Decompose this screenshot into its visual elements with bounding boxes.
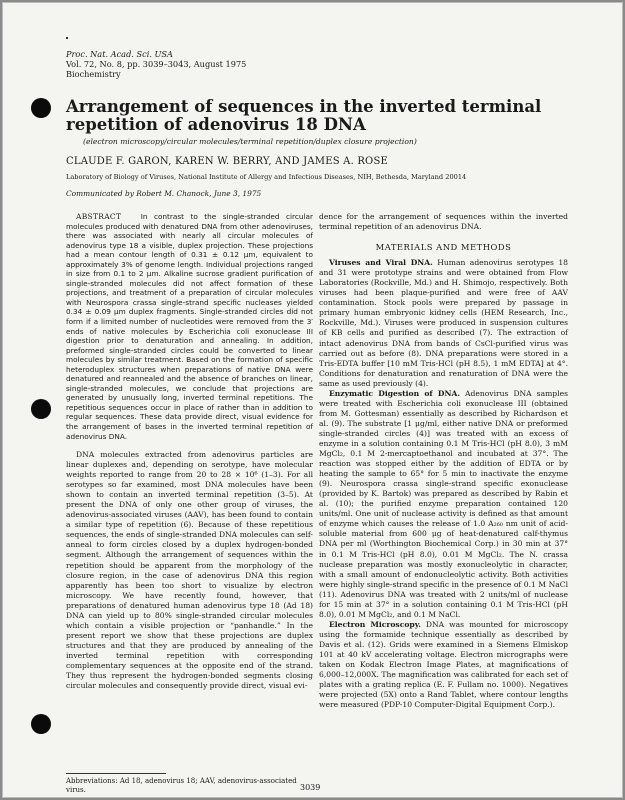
- paragraph-heading: Electron Microscopy.: [329, 619, 421, 629]
- keywords: (electron microscopy/circular molecules/terminal repetition/duplex closure projection): [83, 137, 417, 146]
- paragraph-text: DNA was mounted for microscopy using the formamide technique essentially as described by Davis et al. (12). Grids were examined in a Siemens Elmiskop 101 at 40 kV accelerating voltage. Electron micrographs were taken on Kodak Electron Image Plates, at magnifications of 6,000–12,000X. The magnification was calibrated for each set of plates with a grating replica (E. F. Fullam no. 1000). Negatives were projected (5X) onto a Rand Tablet, where contour lengths were measured (PDP-10 Computer-Digital Equipment Corp.).: [319, 619, 569, 710]
- paragraph-text: Adenovirus DNA samples were treated with Escherichia coli exonuclease III (obtained from M. Gottesman) essentially as described by Richardson et al. (9). The substrate [1 μg/ml, either native DNA or preformed single-stranded circles (4)] was treated with an excess of enzyme in a solution containing 0.1 M Tris-HCl (pH 8.0), 3 mM MgCl₂, 0.1 M 2-mercaptoethanol and incubated at 37°. The reaction was stopped either by the addition of EDTA or by heating the sample to 65° for 5 min to inactivate the enzyme (9). Neurospora crassa single-strand specific exonuclease (provided by K. Bartok) was prepared as described by Rabin et al. (10); the purified enzyme preparation contained 120 units/ml. One unit of nuclease activity is defined as that amount of enzyme which causes the release of 1.0 A₂₆₀ nm unit of acid-soluble material from 600 μg of heat-denatured calf-thymus DNA per ml (Worthington Biochemical Corp.) in 30 min at 37° in 0.1 M Tris-HCl (pH 8.0), 0.01 M MgCl₂. The N. crassa nuclease preparation was mostly exonucleolytic in character, with a small amount of endonucleolytic activity. Both activities were highly single-strand specific in the presence of 0.1 M NaCl (11). Adenovirus DNA was treated with 2 units/ml of nuclease for 15 min at 37° in a solution containing 0.1 M Tris-HCl (pH 8.0), 0.01 M MgCl₂, and 0.1 M NaCl.: [319, 388, 568, 619]
- punch-hole: [31, 399, 51, 419]
- paragraph-heading: Viruses and Viral DNA.: [329, 258, 433, 268]
- page-number: 3039: [300, 783, 321, 792]
- intro-paragraph: DNA molecules extracted from adenovirus particles are linear duplexes and, depending on serotype, have molecular weights reported to range from 20 to 28 × 10⁶ (1–3). For all serotypes so far examined, most DNA molecules have been shown to contain an inverted terminal repetition (3–5). At present the DNA of only one other group of viruses, the adenovirus-associated viruses (AAV), has been found to contain a similar type of repetition (6). Because of these repetitious sequences, the ends of single-stranded DNA molecules can self-anneal to form circles closed by a duplex hydrogen-bonded segment. Although the arrangement of sequences within the repetition should be apparent from the morphology of the closure region, in the case of adenovirus DNA this region apparently has been too short to visualize by electron microscopy. We have recently found, however, that preparations of denatured human adenovirus type 18 (Ad 18) DNA can yield up to 80% single-stranded circular molecules which contain a visible projection or “panhandle.” In the present report we show that these projections are duplex structures and that they are produced by annealing of the inverted terminal repetition with corresponding complementary sequences at the opposite end of the strand. They thus represent the hydrogen-bonded segments closing circular molecules and consequently provide direct, visual evi-: [66, 450, 313, 691]
- authors: CLAUDE F. GARON, KAREN W. BERRY, AND JAMES A. ROSE: [66, 156, 389, 167]
- paragraph-heading: Enzymatic Digestion of DNA.: [329, 388, 460, 398]
- paragraph-text: Human adenovirus serotypes 18 and 31 were prototype strains and were obtained from Flow Laboratories (Rockville, Md.) and H. Shimojo, respectively. Both viruses had been plaque-purified and were free of AAV contamination. Stock pools were prepared by passage in primary human embryonic kidney cells (HEM Research, Inc., Rockville, Md.). Viruses were produced in suspension cultures of KB cells and purified as described (7). The extraction of intact adenovirus DNA from bands of CsCl-purified virus was carried out as before (8). DNA preparations were stored in a Tris-EDTA buffer [10 mM Tris-HCl (pH 8.5), 1 mM EDTA] at 4°. Conditions for denaturation and renaturation of DNA were the same as used previously (4).: [319, 258, 568, 388]
- punch-hole: [31, 714, 51, 734]
- journal-page: [2, 2, 623, 798]
- journal-section: Biochemistry: [66, 69, 121, 79]
- abstract: [66, 212, 313, 441]
- abstract-text: In contrast to the single-stranded circular molecules produced with denatured DNA from other adenoviruses, there was associated with nearly all circular molecules of adenovirus type 18 a visible, duplex projection. These projections had a mean contour length of 0.31 ± 0.12 μm, equivalent to approximately 3% of genome length. Individual projections ranged in size from 0.1 to 2 μm. Alkaline sucrose gradient purification of single-stranded molecules did not affect formation of these projections, and treatment of a preparation of circular molecules with Neurospora crassa single-strand specific nucleases yielded 0.34 ± 0.09 μm duplex fragments. Single-stranded circles did not form if a limited number of nucleotides were removed from the 3′ ends of native molecules by Escherichia coli exonuclease III digestion prior to denaturation and annealing. In addition, preformed single-stranded circles could be converted to linear molecules by similar treatment. Based on the formation of specific heteroduplex structures when preparations of native DNA were denatured and reannealed and the absence of branches on linear, single-stranded molecules, we conclude that projections are generated by unusually long, inverted terminal repetitions. The repetitious sequences occur in place of rather than in addition to regular sequences. These data provide direct, visual evidence for the arrangement of bases in the inverted terminal repetition of adenovirus DNA.: [66, 212, 313, 441]
- methods-paragraph: [319, 389, 568, 620]
- right-column: [319, 212, 568, 710]
- journal-header: [66, 49, 306, 79]
- article-title: Arrangement of sequences in the inverted terminal repetition of adenovirus 18 DNA: [66, 97, 542, 134]
- scan-mark: [66, 37, 68, 39]
- footnote: Abbreviations: Ad 18, adenovirus 18; AAV, adenovirus-associated virus.: [66, 777, 297, 794]
- journal-name: Proc. Nat. Acad. Sci. USA: [66, 49, 173, 59]
- abstract-label: ABSTRACT: [76, 212, 122, 221]
- intro-continuation: dence for the arrangement of sequences within the inverted terminal repetition of an adenovirus DNA.: [319, 212, 568, 232]
- punch-hole: [31, 98, 51, 118]
- footnote-divider: [66, 773, 166, 774]
- section-heading: MATERIALS AND METHODS: [375, 242, 512, 253]
- affiliation: Laboratory of Biology of Viruses, National Institute of Allergy and Infectious Diseases, NIH, Bethesda, Maryland 20014: [66, 173, 467, 181]
- methods-paragraph: [319, 620, 568, 710]
- methods-paragraph: [319, 258, 568, 389]
- journal-volume: Vol. 72, No. 8, pp. 3039–3043, August 1975: [66, 59, 247, 69]
- communicated-by: Communicated by Robert M. Chanock, June 3, 1975: [66, 189, 262, 198]
- introduction: [66, 450, 313, 691]
